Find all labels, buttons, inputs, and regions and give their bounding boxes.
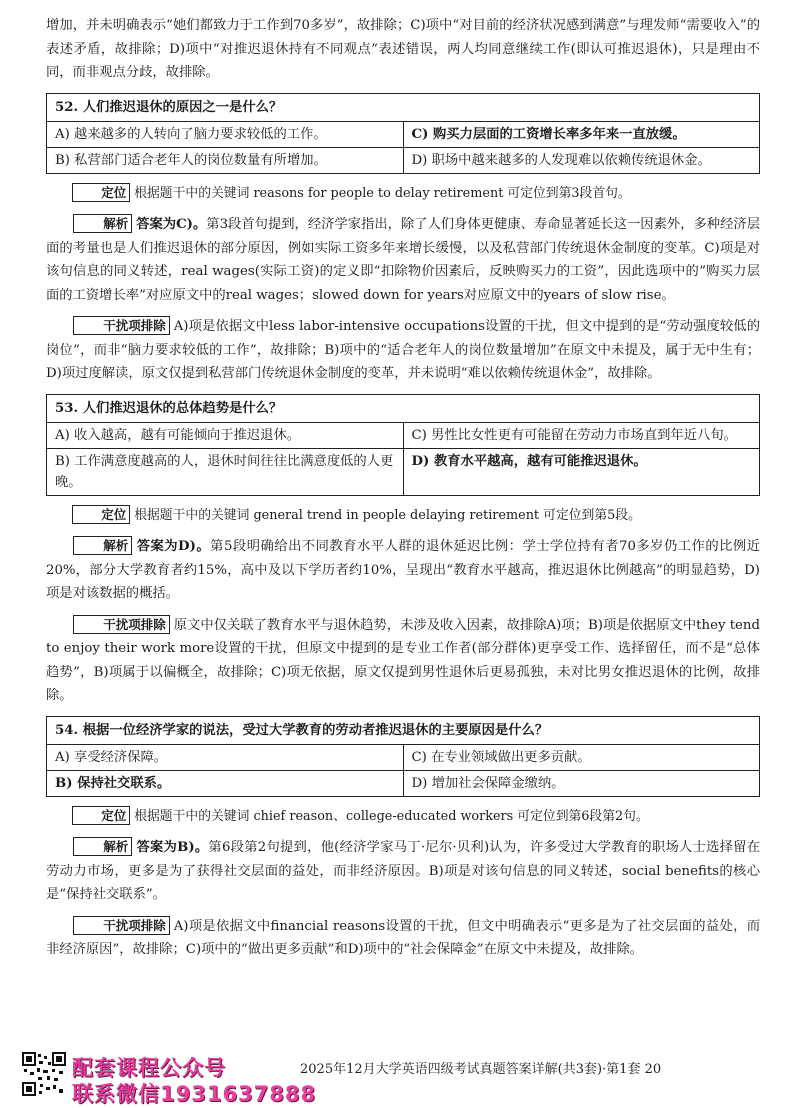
q53-option-b: B) 工作满意度越高的人，退休时间往往比满意度低的人更晚。 (47, 448, 404, 495)
q52-answer: 答案为C)。 (136, 217, 207, 232)
q52-analysis (46, 213, 760, 307)
q53-answer: 答案为D)。 (136, 539, 211, 554)
q53-option-d: D) 教育水平越高，越有可能推迟退休。 (403, 448, 760, 495)
page-info: 2025年12月大学英语四级考试真题答案详解(共3套)·第1套 20 (300, 1062, 662, 1077)
locate-tag: 定位 (72, 183, 131, 202)
question-52-table (46, 93, 760, 174)
q52-distractor (46, 315, 760, 386)
q54-distractor-text: A)项是依据文中financial reasons设置的干扰，但文中明确表示“更多是为了社交层面的益处，而非经济原因”，故排除；C)项中的“做出更多贡献”和D)项中的“社会保障金”在原文中未提及，故排除。 (46, 918, 760, 957)
q52-option-b: B) 私营部门适合老年人的岗位数量有所增加。 (47, 147, 404, 173)
page-footer (0, 1052, 800, 1108)
question-54-title: 54. 根据一位经济学家的说法，受过大学教育的劳动者推迟退休的主要原因是什么？ (47, 716, 760, 744)
intro-paragraph: 增加，并未明确表示“她们都致力于工作到70多岁”，故排除；C)项中“对目前的经济状况感到满意”与理发师“需要收入”的表述矛盾，故排除；D)项中“对推迟退休持有不同观点”表述错误，两人均同意继续工作(即认可推迟退休)，只是理由不同，而非观点分歧，故排除。 (46, 18, 760, 80)
q54-option-b: B) 保持社交联系。 (47, 770, 404, 796)
q52-option-d: D) 职场中越来越多的人发现难以依赖传统退休金。 (403, 147, 760, 173)
watermark-line-1: 配套课程公众号 (72, 1056, 226, 1080)
q54-option-c: C) 在专业领域做出更多贡献。 (403, 744, 760, 770)
question-53-title: 53. 人们推迟退休的总体趋势是什么？ (47, 394, 760, 422)
q54-answer: 答案为B)。 (136, 840, 209, 855)
q53-option-c: C) 男性比女性更有可能留在劳动力市场直到年近八旬。 (403, 422, 760, 448)
distractor-tag: 干扰项排除 (73, 316, 170, 335)
locate-tag: 定位 (72, 505, 131, 524)
analysis-tag: 解析 (73, 837, 133, 856)
q52-option-c: C) 购买力层面的工资增长率多年来一直放缓。 (403, 121, 760, 147)
q54-analysis-text: 第6段第2句提到，他(经济学家马丁·尼尔·贝利)认为，许多受过大学教育的职场人士选择留在劳动力市场，更多是为了获得社交层面的益处，而非经济原因。B)项是对该句信息的同义转述，social benefits的核心是“保持社交联系”。 (46, 840, 761, 902)
q53-distractor (46, 614, 760, 708)
q53-distractor-text: 原文中仅关联了教育水平与退休趋势，未涉及收入因素，故排除A)项；B)项是依据原文中they tend to enjoy their work more设置的干扰，但原文中提到的是专业工作者(部分群体)更享受工作、选择留任，而不是“总体趋势”，B)项属于以偏概全，故排除；C)项无依据，原文仅提到男性退休后更易孤独，未对比男女推迟退休的比例，故排除。 (46, 617, 760, 703)
q52-locate (46, 182, 760, 206)
q53-analysis-text: 第5段明确给出不同教育水平人群的退休延迟比例：学士学位持有者70多岁仍工作的比例近20%，部分大学教育者约15%，高中及以下学历者约10%，呈现出“教育水平越高，推迟退休比例越高”的明显趋势，D)项是对该数据的概括。 (46, 539, 760, 601)
q54-option-a: A) 享受经济保障。 (47, 744, 404, 770)
q54-distractor (46, 915, 760, 962)
q54-analysis (46, 836, 760, 907)
q53-option-a: A) 收入越高，越有可能倾向于推迟退休。 (47, 422, 404, 448)
analysis-tag: 解析 (73, 214, 133, 233)
q52-option-a: A) 越来越多的人转向了脑力要求较低的工作。 (47, 121, 404, 147)
distractor-tag: 干扰项排除 (73, 615, 170, 634)
page-content (46, 14, 760, 970)
question-54-table (46, 716, 760, 797)
q53-locate (46, 504, 760, 528)
q53-analysis (46, 535, 760, 606)
q53-locate-text: 根据题干中的关键词 general trend in people delaying retirement 可定位到第5段。 (134, 507, 641, 523)
analysis-tag: 解析 (73, 536, 133, 555)
q52-distractor-text: A)项是依据文中less labor-intensive occupations设置的干扰，但文中提到的是“劳动强度较低的岗位”，而非“脑力要求较低的工作”，故排除；B)项中的“适合老年人的岗位数量增加”在原文中未提及，属于无中生有；D)项过度解读，原文仅提到私营部门传统退休金制度的变革，并未说明“难以依赖传统退休金”，故排除。 (46, 319, 760, 381)
q54-option-d: D) 增加社会保障金缴纳。 (403, 770, 760, 796)
question-52-title: 52. 人们推迟退休的原因之一是什么？ (47, 93, 760, 121)
locate-tag: 定位 (72, 806, 131, 825)
watermark-line-2: 联系微信1931637888 (72, 1082, 317, 1106)
q54-locate (46, 805, 760, 829)
q52-locate-text: 根据题干中的关键词 reasons for people to delay retirement 可定位到第3段首句。 (134, 185, 631, 201)
q52-analysis-text: 第3段首句提到，经济学家指出，除了人们身体更健康、寿命显著延长这一因素外，多种经济层面的考量也是人们推迟退休的部分原因，例如实际工资多年来增长缓慢，以及私营部门传统退休金制度的变革。C)项是对该句信息的同义转述，real wages(实际工资)的定义即“扣除物价因素后，反映购买力的工资”，因此选项中的“购买力层面的工资增长率”对应原文中的real wages；slowed down for years对应原文中的years of slow rise。 (46, 217, 760, 303)
qr-code-icon (22, 1052, 66, 1096)
distractor-tag: 干扰项排除 (73, 916, 170, 935)
question-53-table (46, 394, 760, 496)
q54-locate-text: 根据题干中的关键词 chief reason、college-educated workers 可定位到第6段第2句。 (134, 808, 649, 824)
